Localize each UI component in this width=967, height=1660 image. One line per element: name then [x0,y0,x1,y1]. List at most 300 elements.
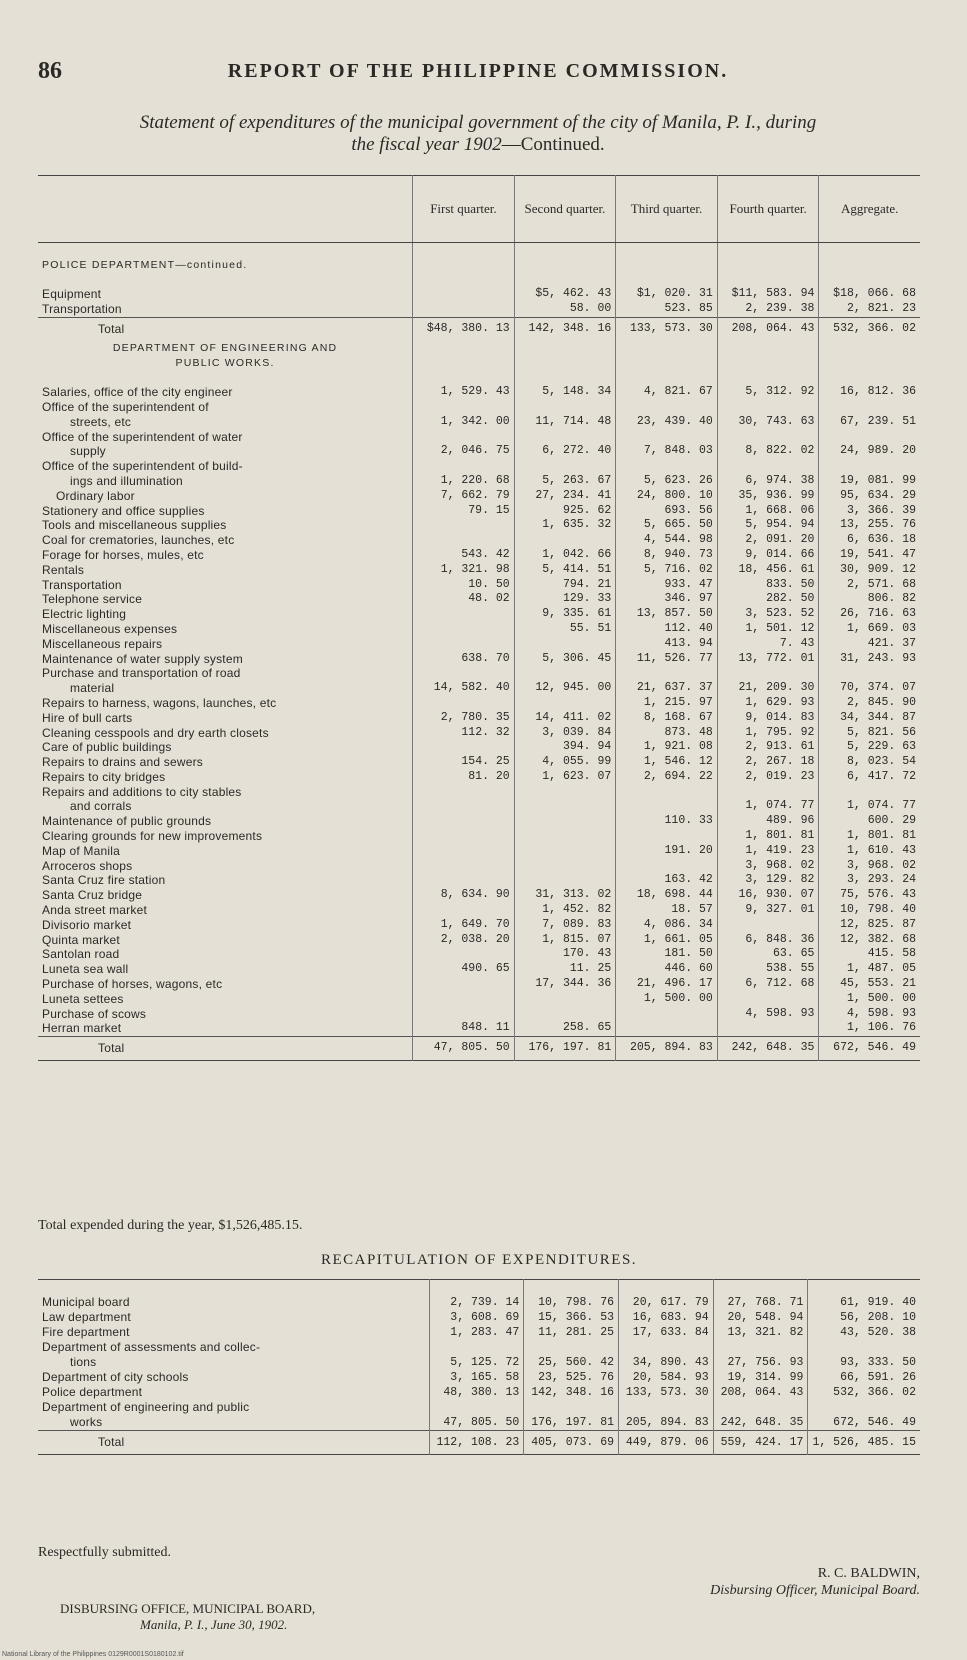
amount-cell: 5, 665. 50 [616,518,718,533]
amount-cell: 5, 306. 45 [514,652,616,667]
row-label [38,370,413,385]
amount-cell: $1, 020. 31 [616,287,718,302]
amount-cell: 242, 648. 35 [713,1415,808,1431]
caption-continued: —Continued. [501,134,605,155]
amount-cell: 1, 419. 23 [717,844,819,859]
amount-cell: 66, 591. 26 [808,1370,920,1385]
row-label: Coal for crematories, launches, etc [42,533,235,548]
amount-cell: 1, 801. 81 [819,829,920,844]
row-label: Herran market [42,1021,122,1036]
table-row [38,273,920,288]
table-row [38,287,920,302]
amount-cell [616,799,718,814]
amount-cell: 672, 546. 49 [808,1415,920,1431]
amount-cell: 3, 039. 84 [514,726,616,741]
amount-cell: 1, 801. 81 [717,829,819,844]
table-row [38,370,920,385]
amount-cell [514,459,616,474]
amount-cell: 112. 32 [413,726,515,741]
amount-cell: 1, 452. 82 [514,903,616,918]
table-row [38,829,920,844]
amount-cell [717,273,819,288]
table-caption [38,112,918,156]
amount-cell [616,400,718,415]
office-location: Manila, P. I., June 30, 1902. [140,1617,288,1632]
amount-cell: 833. 50 [717,578,819,593]
amount-cell: 5, 716. 02 [616,563,718,578]
amount-cell: 446. 60 [616,962,718,977]
expenditure-table-body [38,243,920,1061]
amount-cell [619,1280,714,1296]
row-label: Office of the superintendent of [42,399,209,414]
amount-cell: 34, 890. 43 [619,1355,714,1370]
amount-cell: 21, 209. 30 [717,681,819,696]
amount-cell [413,799,515,814]
table-row [38,814,920,829]
row-label: Purchase and transportation of road [42,666,241,681]
amount-cell: 638. 70 [413,652,515,667]
table-row [38,947,920,962]
amount-cell: 1, 074. 77 [819,799,920,814]
amount-cell: 208, 064. 43 [713,1385,808,1400]
amount-cell [413,992,515,1007]
amount-cell [808,1340,920,1355]
amount-cell: 12, 945. 00 [514,681,616,696]
amount-cell: 13, 255. 76 [819,518,920,533]
amount-cell: 1, 074. 77 [717,799,819,814]
amount-cell: 1, 815. 07 [514,933,616,948]
row-label: supply [70,444,106,459]
row-label: Map of Manila [42,843,120,858]
amount-cell [819,459,920,474]
table-row [38,548,920,563]
amount-cell [717,243,819,258]
amount-cell: 449, 879. 06 [619,1431,714,1455]
amount-cell: 1, 529. 43 [413,385,515,400]
row-label: Luneta settees [42,991,124,1006]
amount-cell: 405, 073. 69 [524,1431,619,1455]
table-row [38,489,920,504]
amount-cell: 3, 608. 69 [429,1310,524,1325]
table-row [38,1310,920,1325]
amount-cell: 133, 573. 30 [616,317,718,340]
amount-cell: 4, 055. 99 [514,755,616,770]
amount-cell [808,1280,920,1296]
amount-cell [514,666,616,681]
amount-cell [717,918,819,933]
amount-cell: 176, 197. 81 [514,1037,616,1061]
row-label: Ordinary labor [56,488,135,503]
amount-cell: 43, 520. 38 [808,1325,920,1340]
table-row [38,770,920,785]
table-row [38,933,920,948]
table-row [38,992,920,1007]
row-label: ings and illumination [70,473,183,488]
table-row [38,1007,920,1022]
amount-cell [514,799,616,814]
amount-cell: 30, 909. 12 [819,563,920,578]
amount-cell: 55. 51 [514,622,616,637]
amount-cell: 3, 523. 52 [717,607,819,622]
amount-cell [413,622,515,637]
amount-cell: 142, 348. 16 [514,317,616,340]
amount-cell [808,1400,920,1415]
row-label: Stationery and office supplies [42,503,205,518]
amount-cell: 17, 344. 36 [514,977,616,992]
amount-cell [514,341,616,356]
column-header: Aggregate. [819,176,920,243]
amount-cell [413,785,515,800]
row-label: Total [38,1431,429,1455]
amount-cell: 205, 894. 83 [619,1415,714,1431]
amount-cell: 1, 342. 00 [413,415,515,430]
amount-cell: $5, 462. 43 [514,287,616,302]
row-label: Santolan road [42,947,120,962]
amount-cell [413,829,515,844]
row-label: POLICE DEPARTMENT—continued. [42,258,248,271]
amount-cell: $11, 583. 94 [717,287,819,302]
amount-cell [413,1007,515,1022]
amount-cell: 538. 55 [717,962,819,977]
running-title: REPORT OF THE PHILIPPINE COMMISSION. [227,60,729,82]
table-row [38,844,920,859]
amount-cell: 5, 263. 67 [514,474,616,489]
amount-cell: 93, 333. 50 [808,1355,920,1370]
amount-cell: 129. 33 [514,592,616,607]
amount-cell: 12, 382. 68 [819,933,920,948]
row-label: Repairs to harness, wagons, launches, etc [42,695,277,710]
amount-cell [413,341,515,356]
amount-cell [413,287,515,302]
amount-cell [514,829,616,844]
amount-cell: 6, 417. 72 [819,770,920,785]
amount-cell: 346. 97 [616,592,718,607]
amount-cell: 75, 576. 43 [819,888,920,903]
amount-cell [413,814,515,829]
row-label: Department of engineering and public [42,1400,250,1414]
amount-cell [514,637,616,652]
amount-cell [413,518,515,533]
amount-cell [717,785,819,800]
amount-cell: 3, 293. 24 [819,873,920,888]
amount-cell [616,666,718,681]
amount-cell: 142, 348. 16 [524,1385,619,1400]
amount-cell [514,430,616,445]
table-row [38,888,920,903]
amount-cell [413,459,515,474]
amount-cell: 8, 023. 54 [819,755,920,770]
amount-cell: 27, 234. 41 [514,489,616,504]
amount-cell: 21, 637. 37 [616,681,718,696]
amount-cell [619,1340,714,1355]
table-row [38,400,920,415]
table-row [38,1295,920,1310]
amount-cell: 56, 208. 10 [808,1310,920,1325]
table-row [38,1385,920,1400]
amount-cell [717,370,819,385]
amount-cell: 63. 65 [717,947,819,962]
amount-cell: 2, 571. 68 [819,578,920,593]
amount-cell [616,356,718,371]
amount-cell: 2, 845. 90 [819,696,920,711]
table-row [38,903,920,918]
amount-cell [514,258,616,273]
row-label [38,243,413,258]
row-label: Santa Cruz bridge [42,888,143,903]
amount-cell [524,1280,619,1296]
amount-cell [413,430,515,445]
amount-cell [524,1400,619,1415]
amount-cell [616,243,718,258]
amount-cell: 8, 168. 67 [616,711,718,726]
amount-cell [514,1007,616,1022]
column-header-label [38,176,413,243]
amount-cell [616,859,718,874]
amount-cell [819,785,920,800]
amount-cell: 1, 921. 08 [616,740,718,755]
amount-cell: 421. 37 [819,637,920,652]
amount-cell [713,1400,808,1415]
amount-cell: 170. 43 [514,947,616,962]
amount-cell: 15, 366. 53 [524,1310,619,1325]
amount-cell: 14, 411. 02 [514,711,616,726]
amount-cell: 523. 85 [616,302,718,317]
amount-cell [514,844,616,859]
amount-cell [819,258,920,273]
amount-cell: 10, 798. 40 [819,903,920,918]
amount-cell: 1, 526, 485. 15 [808,1431,920,1455]
total-row [38,1431,920,1455]
caption-line-1: Statement of expenditures of the municipal government of the city of Manila, P. I., during [139,112,817,133]
amount-cell: 112, 108. 23 [429,1431,524,1455]
amount-cell [819,243,920,258]
row-label: Repairs to city bridges [42,769,166,784]
amount-cell: 24, 989. 20 [819,444,920,459]
amount-cell: 4, 598. 93 [819,1007,920,1022]
amount-cell [413,903,515,918]
amount-cell: 1, 669. 03 [819,622,920,637]
amount-cell: 2, 913. 61 [717,740,819,755]
amount-cell: 35, 936. 99 [717,489,819,504]
amount-cell: 2, 038. 20 [413,933,515,948]
row-label: Miscellaneous repairs [42,636,163,651]
amount-cell: 600. 29 [819,814,920,829]
amount-cell: 693. 56 [616,504,718,519]
amount-cell: 14, 582. 40 [413,681,515,696]
amount-cell [616,258,718,273]
row-label: Transportation [42,302,122,317]
table-row [38,1021,920,1036]
amount-cell: 489. 96 [717,814,819,829]
table-row [38,755,920,770]
table-row [38,711,920,726]
amount-cell [819,666,920,681]
row-label: Arroceros shops [42,858,133,873]
amount-cell [413,740,515,755]
amount-cell: 490. 65 [413,962,515,977]
amount-cell: 4, 544. 98 [616,533,718,548]
row-label: Electric lighting [42,607,127,622]
row-label: Law department [42,1310,131,1324]
amount-cell: 181. 50 [616,947,718,962]
amount-cell: 1, 106. 76 [819,1021,920,1036]
table-row [38,726,920,741]
amount-cell [819,341,920,356]
amount-cell [717,992,819,1007]
row-label: Santa Cruz fire station [42,873,166,888]
row-label: Municipal board [42,1295,130,1309]
amount-cell: 19, 541. 47 [819,548,920,563]
table-row [38,666,920,681]
table-row [38,243,920,258]
amount-cell: 9, 014. 66 [717,548,819,563]
row-label [38,1280,429,1296]
amount-cell: 18. 57 [616,903,718,918]
row-label: PUBLIC WORKS. [175,356,275,369]
table-row [38,637,920,652]
amount-cell: 208, 064. 43 [717,317,819,340]
scan-footer-note: National Library of the Philippines 0129R0001S0180102.tif [2,1651,184,1658]
column-header: Second quarter. [514,176,616,243]
row-label: works [70,1415,103,1429]
amount-cell: 1, 668. 06 [717,504,819,519]
amount-cell: 794. 21 [514,578,616,593]
amount-cell [514,370,616,385]
row-label: Telephone service [42,592,143,607]
amount-cell: 2, 821. 23 [819,302,920,317]
amount-cell: 1, 501. 12 [717,622,819,637]
table-row [38,1280,920,1296]
amount-cell [524,1340,619,1355]
amount-cell: 2, 780. 35 [413,711,515,726]
amount-cell: 1, 623. 07 [514,770,616,785]
row-label: streets, etc [70,414,132,429]
office-block [60,1601,315,1633]
amount-cell: 18, 456. 61 [717,563,819,578]
amount-cell: 2, 091. 20 [717,533,819,548]
table-row [38,356,920,371]
amount-cell [616,341,718,356]
amount-cell: 6, 848. 36 [717,933,819,948]
amount-cell: 48. 02 [413,592,515,607]
row-label: Office of the superintendent of water [42,429,243,444]
amount-cell [413,400,515,415]
table-row [38,681,920,696]
table-row [38,459,920,474]
amount-cell: $48, 380. 13 [413,317,515,340]
amount-cell: 5, 125. 72 [429,1355,524,1370]
amount-cell: 394. 94 [514,740,616,755]
amount-cell: 10. 50 [413,578,515,593]
amount-cell: 176, 197. 81 [524,1415,619,1431]
table-row [38,962,920,977]
amount-cell [514,533,616,548]
amount-cell: 24, 800. 10 [616,489,718,504]
table-row [38,1370,920,1385]
table-row [38,578,920,593]
amount-cell: 16, 930. 07 [717,888,819,903]
amount-cell [819,370,920,385]
amount-cell [616,785,718,800]
table-row [38,859,920,874]
amount-cell: 4, 821. 67 [616,385,718,400]
amount-cell: 1, 215. 97 [616,696,718,711]
table-row [38,385,920,400]
amount-cell [819,430,920,445]
table-row [38,518,920,533]
amount-cell: 20, 617. 79 [619,1295,714,1310]
amount-cell [619,1400,714,1415]
amount-cell: 13, 321. 82 [713,1325,808,1340]
amount-cell: 2, 739. 14 [429,1295,524,1310]
amount-cell: 47, 805. 50 [413,1037,515,1061]
table-row [38,1325,920,1340]
amount-cell [616,273,718,288]
amount-cell: 30, 743. 63 [717,415,819,430]
recap-title: RECAPITULATION OF EXPENDITURES. [320,1252,638,1268]
amount-cell: 5, 954. 94 [717,518,819,533]
row-label: Purchase of horses, wagons, etc [42,977,223,992]
amount-cell [413,258,515,273]
row-label: Tools and miscellaneous supplies [42,518,227,533]
amount-cell: 3, 165. 58 [429,1370,524,1385]
amount-cell: 925. 62 [514,504,616,519]
table-row [38,977,920,992]
table-row [38,258,920,273]
amount-cell [616,370,718,385]
row-label: Department of city schools [42,1370,189,1384]
amount-cell: 34, 344. 87 [819,711,920,726]
row-label: Care of public buildings [42,740,172,755]
amount-cell: 95, 634. 29 [819,489,920,504]
table-row [38,1355,920,1370]
amount-cell [713,1340,808,1355]
amount-cell [819,400,920,415]
closing-line: Respectfully submitted. [38,1545,171,1560]
row-label: tions [70,1355,97,1369]
amount-cell: 3, 129. 82 [717,873,819,888]
table-row [38,430,920,445]
amount-cell [717,666,819,681]
amount-cell: 2, 046. 75 [413,444,515,459]
amount-cell: 7, 089. 83 [514,918,616,933]
amount-cell: 67, 239. 51 [819,415,920,430]
amount-cell [413,370,515,385]
amount-cell [514,400,616,415]
amount-cell [717,356,819,371]
column-header: Third quarter. [616,176,718,243]
amount-cell: 5, 229. 63 [819,740,920,755]
row-label: Fire department [42,1325,130,1339]
row-label: Repairs to drains and sewers [42,755,204,770]
row-label: Cleaning cesspools and dry earth closets [42,725,269,740]
row-label: Divisorio market [42,917,132,932]
amount-cell [514,356,616,371]
amount-cell [413,607,515,622]
row-label: DEPARTMENT OF ENGINEERING AND [112,341,338,354]
table-row [38,622,920,637]
amount-cell: 70, 374. 07 [819,681,920,696]
amount-cell: 20, 548. 94 [713,1310,808,1325]
page-number: 86 [38,58,62,84]
table-row [38,592,920,607]
amount-cell: 242, 648. 35 [717,1037,819,1061]
amount-cell: 5, 312. 92 [717,385,819,400]
row-label: Total [38,1037,413,1061]
amount-cell: 2, 694. 22 [616,770,718,785]
table-row [38,740,920,755]
amount-cell: 205, 894. 83 [616,1037,718,1061]
